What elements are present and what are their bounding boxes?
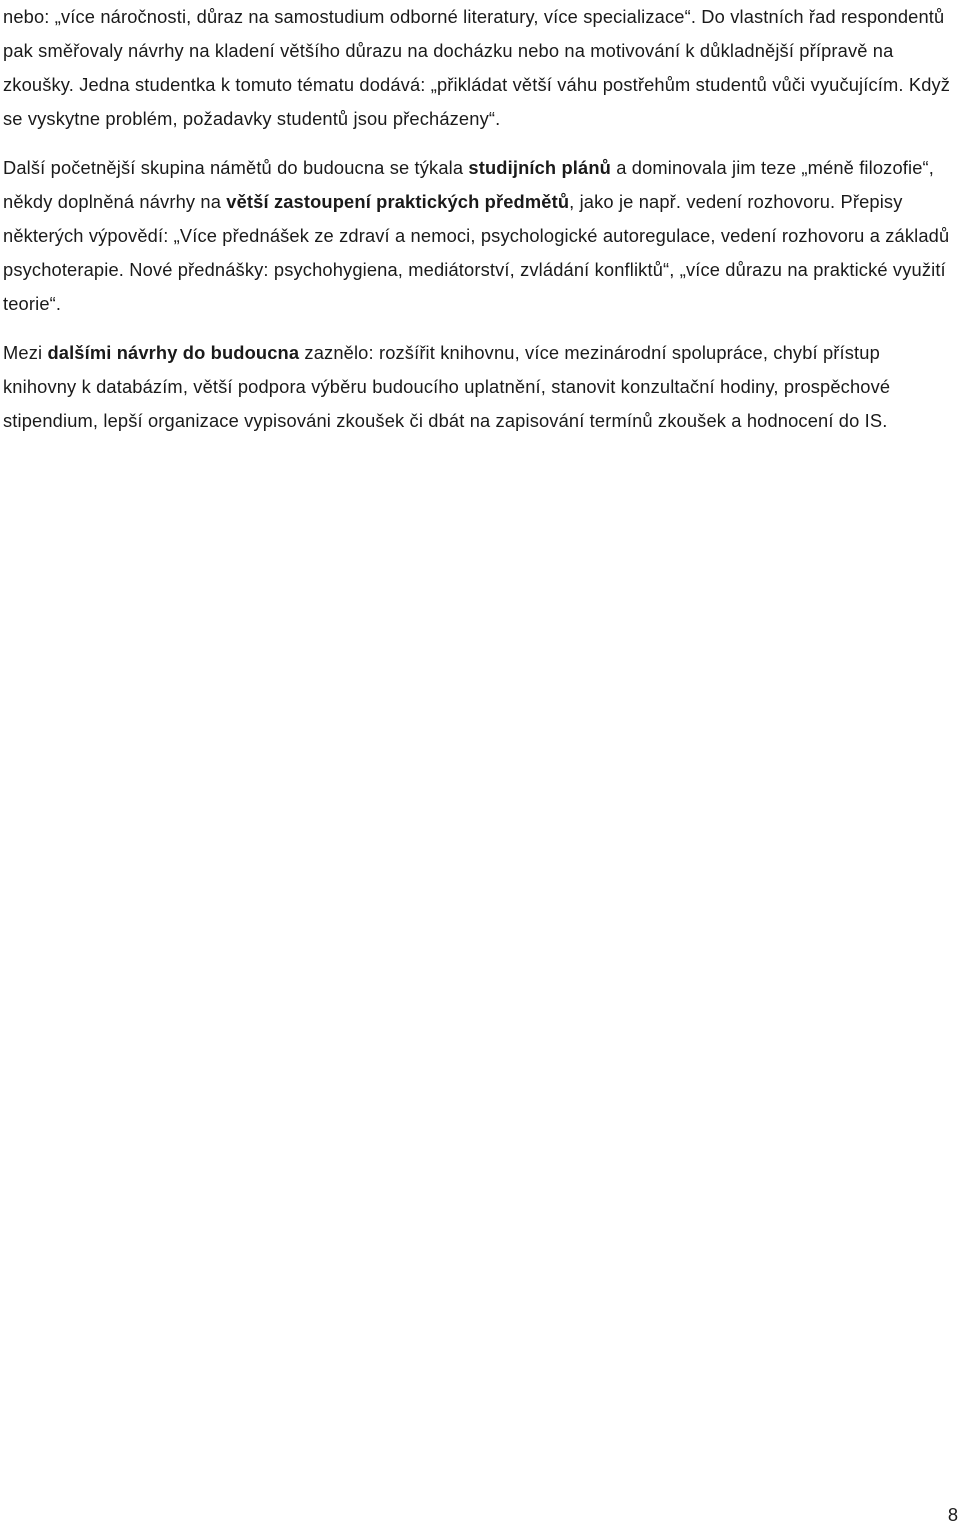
paragraph-text: Mezi — [3, 342, 48, 363]
document-body — [3, 0, 957, 438]
bold-term-further-proposals: dalšími návrhy do budoucna — [47, 342, 300, 363]
paragraph-further-proposals — [3, 336, 957, 438]
paragraph-text: nebo: „více náročnosti, důraz na samostudium odborné literatury, více specializace“. Do vlastních řad respondentů pak směřovaly návrhy na kladení většího důrazu na docházku nebo na motivování k důkladnější přípravě na zkoušky. Jedna studentka k tomuto tématu dodává: „přikládat větší váhu postřehům studentů vůči vyučujícím. Když se vyskytne problém, požadavky studentů jsou přecházeny“. — [3, 6, 951, 129]
paragraph-text: zaznělo: rozšířit knihovnu, více mezinárodní spolupráce, chybí přístup knihovny k databázím, větší podpora výběru budoucího uplatnění, stanovit konzultační hodiny, prospěchové stipendium, lepší organizace vypisováni zkoušek či dbát na zapisování termínů zkoušek a hodnocení do IS. — [3, 342, 891, 431]
page-number: 8 — [947, 1504, 958, 1525]
paragraph-study-plans — [3, 151, 957, 321]
paragraph-student-opinions — [3, 0, 957, 136]
paragraph-text: a dominovala jim teze „méně filozofie“, někdy doplněná návrhy na — [3, 157, 934, 212]
bold-term-practical-subjects: větší zastoupení praktických předmětů — [226, 191, 570, 212]
bold-term-study-plans: studijních plánů — [468, 157, 611, 178]
paragraph-text: , jako je např. vedení rozhovoru. Přepisy některých výpovědí: „Více přednášek ze zdraví a nemoci, psychologické autoregulace, vedení rozhovoru a základů psychoterapie. Nové přednášky: psychohygiena, mediátorství, zvládání konfliktů“, „více důrazu na praktické využití teorie“. — [3, 191, 950, 314]
paragraph-text: Další početnější skupina námětů do budoucna se týkala — [3, 157, 469, 178]
